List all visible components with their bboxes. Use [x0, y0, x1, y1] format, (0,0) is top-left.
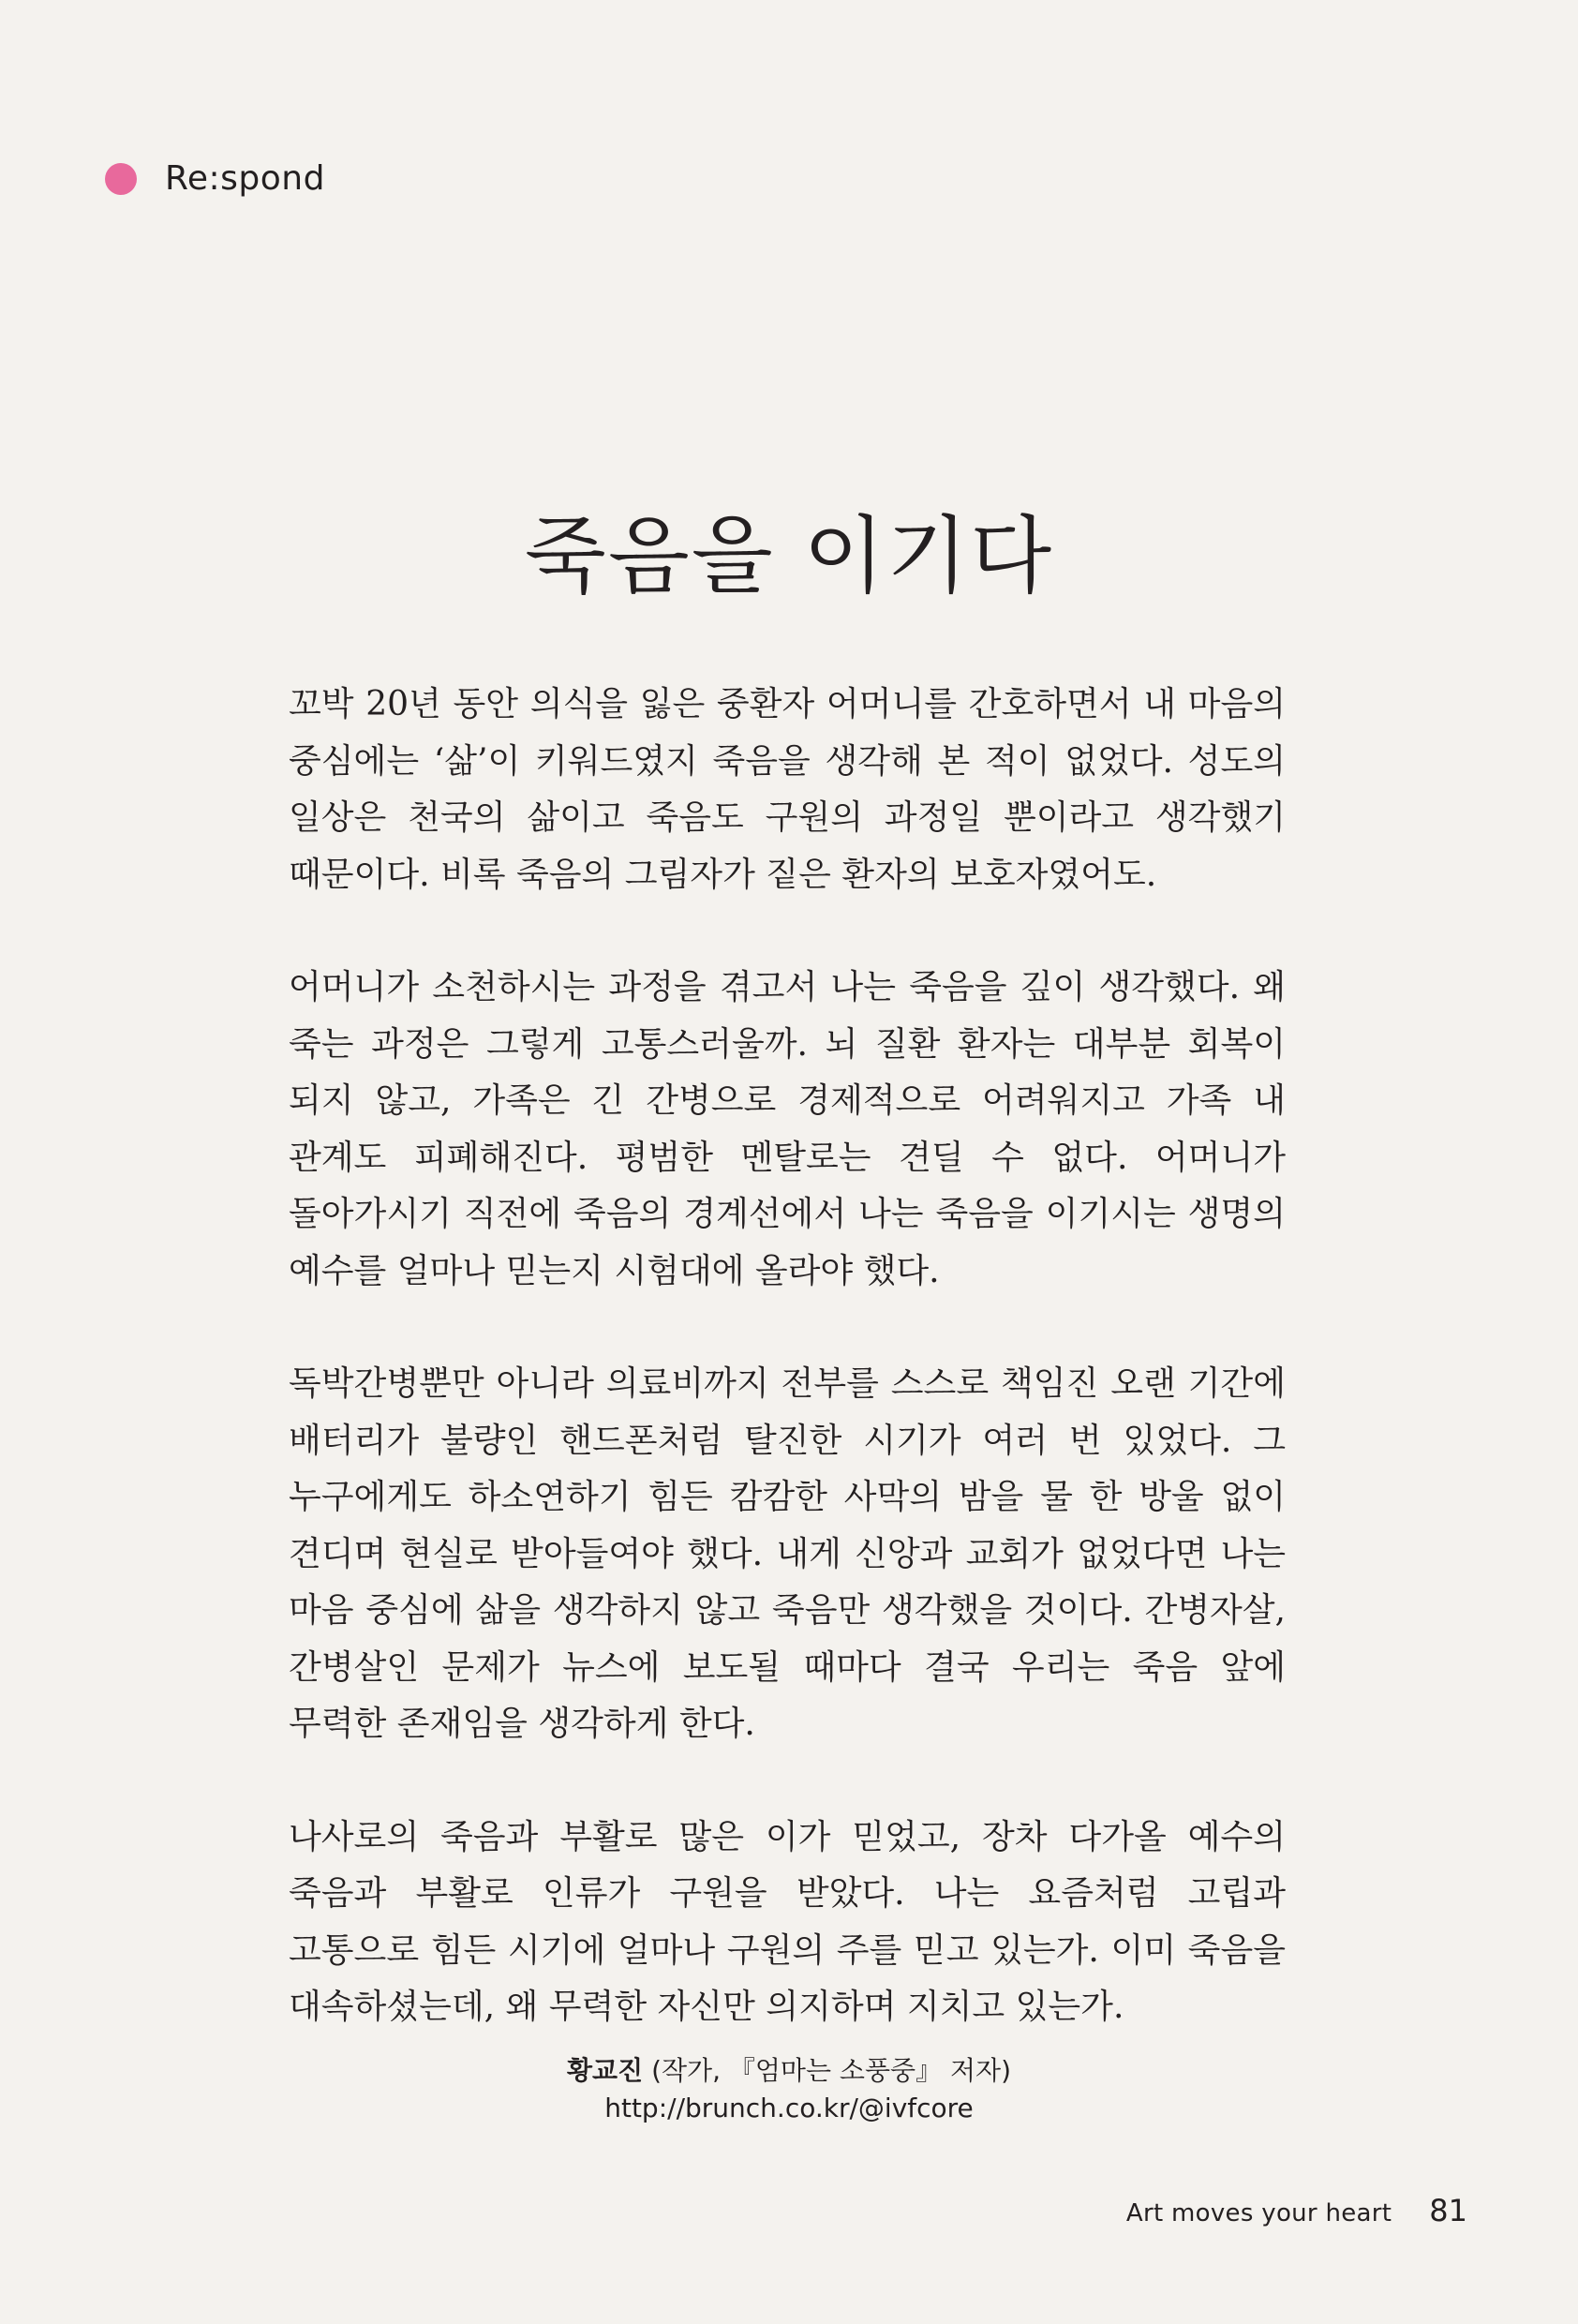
- author-byline: [0, 2052, 1578, 2127]
- paragraph-3: 독박간병뿐만 아니라 의료비까지 전부를 스스로 책임진 오랜 기간에 배터리가 불량인 핸드폰처럼 탈진한 시기가 여러 번 있었다. 그 누구에게도 하소연하기 힘든 캄캄한 사막의 밤을 물 한 방울 없이 견디며 현실로 받아들여야 했다. 내게 신앙과 교회가 없었다면 나는 마음 중심에 삶을 생각하지 않고 죽음만 생각했을 것이다. 간병자살, 간병살인 문제가 뉴스에 보도될 때마다 결국 우리는 죽음 앞에 무력한 존재임을 생각하게 한다.: [289, 1364, 1286, 1743]
- author-line: [0, 2052, 1578, 2090]
- section-bullet-dot: [105, 163, 137, 195]
- section-label: Re:spond: [165, 159, 325, 198]
- paragraph-1: 꼬박 20년 동안 의식을 잃은 중환자 어머니를 간호하면서 내 마음의 중심에는 ‘삶’이 키워드였지 죽음을 생각해 본 적이 없었다. 성도의 일상은 천국의 삶이고 죽음도 구원의 과정일 뿐이라고 생각했기 때문이다. 비록 죽음의 그림자가 짙은 환자의 보호자였어도.: [289, 685, 1286, 894]
- author-url[interactable]: http://brunch.co.kr/@ivfcore: [604, 2093, 974, 2123]
- page-footer: [1126, 2193, 1467, 2228]
- author-name: 황교진: [567, 2055, 644, 2086]
- article-title: 죽음을 이기다: [524, 507, 1054, 605]
- page-number: 81: [1429, 2193, 1467, 2228]
- section-header: [105, 159, 325, 198]
- paragraph-2: 어머니가 소천하시는 과정을 겪고서 나는 죽음을 깊이 생각했다. 왜 죽는 과정은 그렇게 고통스러울까. 뇌 질환 환자는 대부분 회복이 되지 않고, 가족은 긴 간병으로 경제적으로 어려워지고 가족 내 관계도 피폐해진다. 평범한 멘탈로는 견딜 수 없다. 어머니가 돌아가시기 직전에 죽음의 경계선에서 나는 죽음을 이기시는 생명의 예수를 얼마나 믿는지 시험대에 올라야 했다.: [289, 968, 1286, 1290]
- article-body: [289, 677, 1286, 2093]
- footer-tagline: Art moves your heart: [1125, 2199, 1392, 2227]
- author-note: (작가, 『엄마는 소풍중』 저자): [651, 2055, 1011, 2086]
- paragraph-4: 나사로의 죽음과 부활로 많은 이가 믿었고, 장차 다가올 예수의 죽음과 부활로 인류가 구원을 받았다. 나는 요즘처럼 고립과 고통으로 힘든 시기에 얼마나 구원의 주를 믿고 있는가. 이미 죽음을 대속하셨는데, 왜 무력한 자신만 의지하며 지치고 있는가.: [289, 1817, 1286, 2026]
